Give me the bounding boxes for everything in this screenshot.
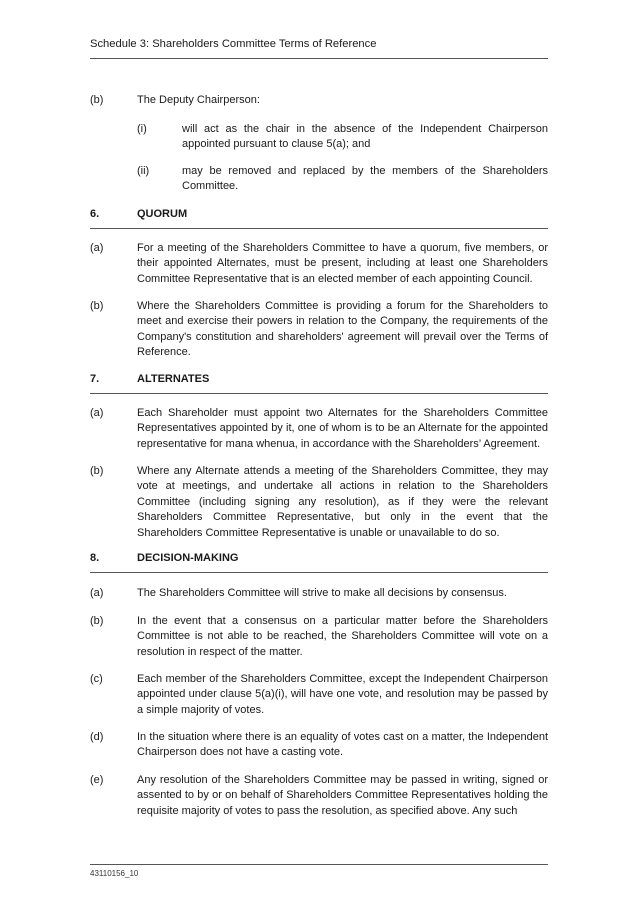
- footer-doc-ref: 43110156_10: [90, 869, 139, 878]
- clause-label: (a): [90, 242, 104, 254]
- clause-text: In the situation where there is an equality of votes cast on a matter, the Independent Chairperson does not have a casting vote.: [137, 731, 548, 759]
- subclause-label: (ii): [137, 165, 150, 177]
- header-divider: [90, 58, 548, 59]
- subclause-label: (i): [137, 123, 147, 135]
- clause-text: Each Shareholder must appoint two Alternates for the Shareholders Committee Representatives appointed by it, one of whom is to be an Alternate for the appointed representative for mana whenua, in accordance with the Shareholders’ Agreement.: [137, 407, 548, 450]
- clause-text: The Deputy Chairperson:: [137, 94, 260, 106]
- clause-label: (a): [90, 407, 104, 419]
- clause-label: (c): [90, 673, 103, 685]
- subclause-text: will act as the chair in the absence of the Independent Chairperson appointed pursuant to clause 5(a); and: [182, 123, 548, 151]
- section-number: 8.: [90, 552, 100, 564]
- section-divider: [90, 228, 548, 229]
- section-number: 6.: [90, 208, 100, 220]
- clause-text: Each member of the Shareholders Committee, except the Independent Chairperson appointed under clause 5(a)(i), will have one vote, and resolution may be passed by a simple majority of votes.: [137, 673, 548, 716]
- clause-label: (b): [90, 94, 104, 106]
- page-header-title: Schedule 3: Shareholders Committee Terms of Reference: [90, 38, 377, 50]
- section-title: ALTERNATES: [137, 373, 210, 385]
- section-title: DECISION-MAKING: [137, 552, 239, 564]
- clause-label: (d): [90, 731, 104, 743]
- clause-text: Where the Shareholders Committee is providing a forum for the Shareholders to meet and exercise their powers in relation to the Company, the requirements of the Company's constitution and shareholders' agreement will prevail over the Terms of Reference.: [137, 300, 548, 359]
- subclause-text: may be removed and replaced by the members of the Shareholders Committee.: [182, 165, 548, 193]
- section-divider: [90, 572, 548, 573]
- clause-text: The Shareholders Committee will strive to make all decisions by consensus.: [137, 587, 507, 599]
- clause-label: (b): [90, 300, 104, 312]
- clause-text: Any resolution of the Shareholders Committee may be passed in writing, signed or assented to by or on behalf of Shareholders Committee Representatives holding the requisite majority of votes to pass the resolution, as specified above. Any such: [137, 774, 548, 817]
- section-number: 7.: [90, 373, 100, 385]
- clause-label: (a): [90, 587, 104, 599]
- section-divider: [90, 393, 548, 394]
- clause-label: (b): [90, 615, 104, 627]
- footer-divider: [90, 864, 548, 865]
- clause-label: (b): [90, 465, 104, 477]
- clause-label: (e): [90, 774, 104, 786]
- clause-text: For a meeting of the Shareholders Committee to have a quorum, five members, or their appointed Alternates, must be present, including at least one Shareholders Committee Representative that is an elected member of each appointing Council.: [137, 242, 548, 285]
- clause-text: Where any Alternate attends a meeting of the Shareholders Committee, they may vote at meetings, and undertake all actions in relation to the Shareholders Committee (including signing any resolution), as if they were the relevant Shareholders Committee Representative, but only in the event that the Shareholders Committee Representative is unable or unavailable to do so.: [137, 465, 548, 539]
- section-title: QUORUM: [137, 208, 188, 220]
- clause-text: In the event that a consensus on a particular matter before the Shareholders Committee is not able to be reached, the Shareholders Committee will vote on a resolution in respect of the matter.: [137, 615, 548, 658]
